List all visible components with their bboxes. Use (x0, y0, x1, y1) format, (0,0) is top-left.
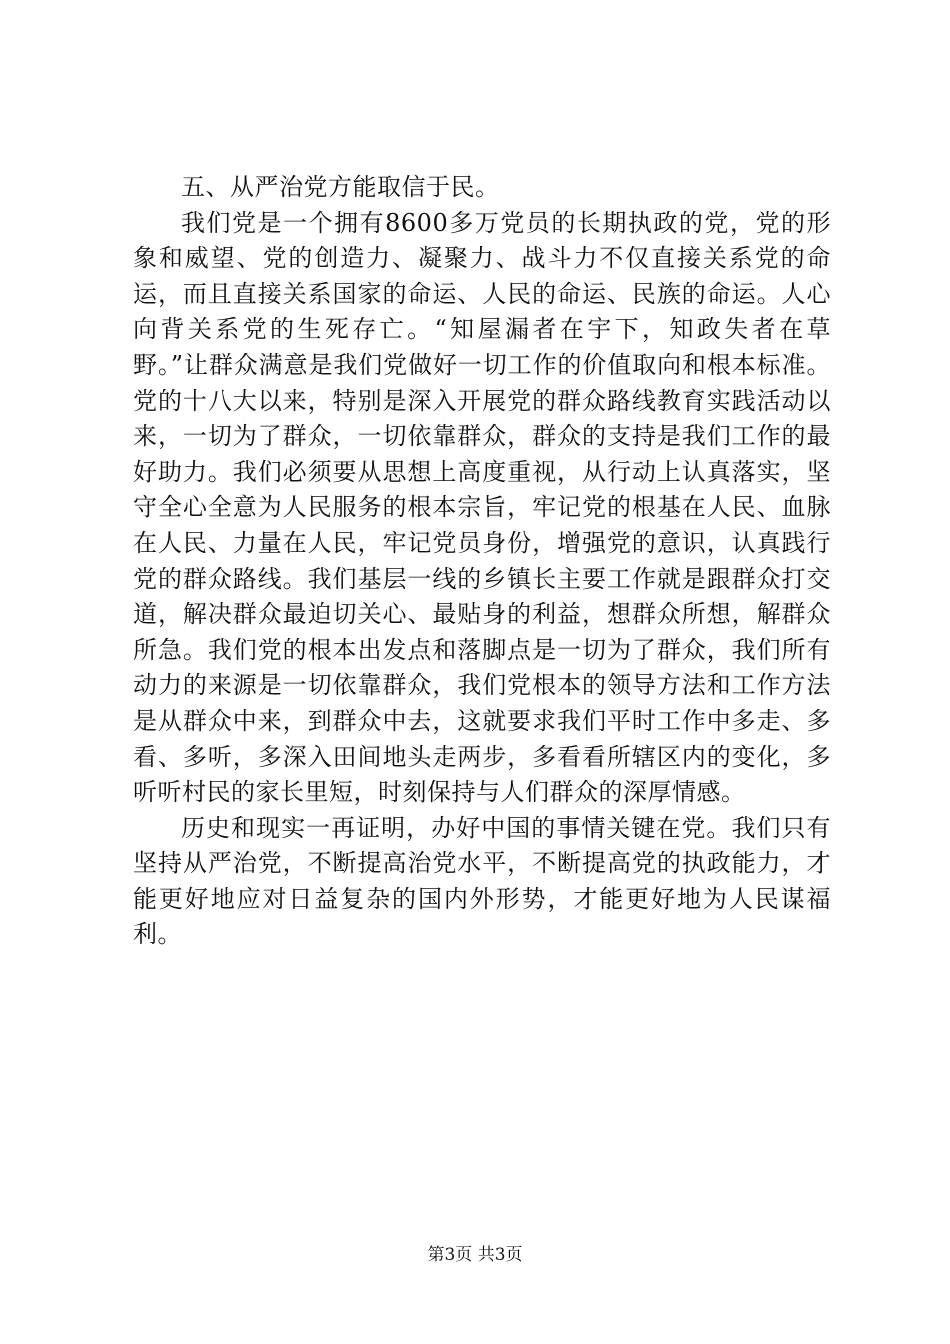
document-body (133, 170, 831, 953)
section-heading: 五、从严治党方能取信于民。 (181, 173, 500, 201)
page-footer: 第3页 共3页 (427, 1245, 523, 1265)
paragraph: 历史和现实一再证明，办好中国的事情关键在党。我们只有坚持从严治党，不断提高治党水平，不断提高党的执政能力，才能更好地应对日益复杂的国内外形势，才能更好地为人民谋福利。 (133, 813, 831, 949)
paragraph: 我们党是一个拥有8600多万党员的长期执政的党，党的形象和威望、党的创造力、凝聚力、战斗力不仅直接关系党的命运，而且直接关系国家的命运、人民的命运、民族的命运。人心向背关系党的生死存亡。“知屋漏者在宇下，知政失者在草野。”让群众满意是我们党做好一切工作的价值取向和根本标准。党的十八大以来，特别是深入开展党的群众路线教育实践活动以来，一切为了群众，一切依靠群众，群众的支持是我们工作的最好助力。我们必须要从思想上高度重视，从行动上认真落实，坚守全心全意为人民服务的根本宗旨，牢记党的根基在人民、血脉在人民、力量在人民，牢记党员身份，增强党的意识，认真践行党的群众路线。我们基层一线的乡镇长主要工作就是跟群众打交道，解决群众最迫切关心、最贴身的利益，想群众所想，解群众所急。我们党的根本出发点和落脚点是一切为了群众，我们所有动力的来源是一切依靠群众，我们党根本的领导方法和工作方法是从群众中来，到群众中去，这就要求我们平时工作中多走、多看、多听，多深入田间地头走两步，多看看所辖区内的变化，多听听村民的家长里短，时刻保持与人们群众的深厚情感。 (133, 208, 831, 807)
